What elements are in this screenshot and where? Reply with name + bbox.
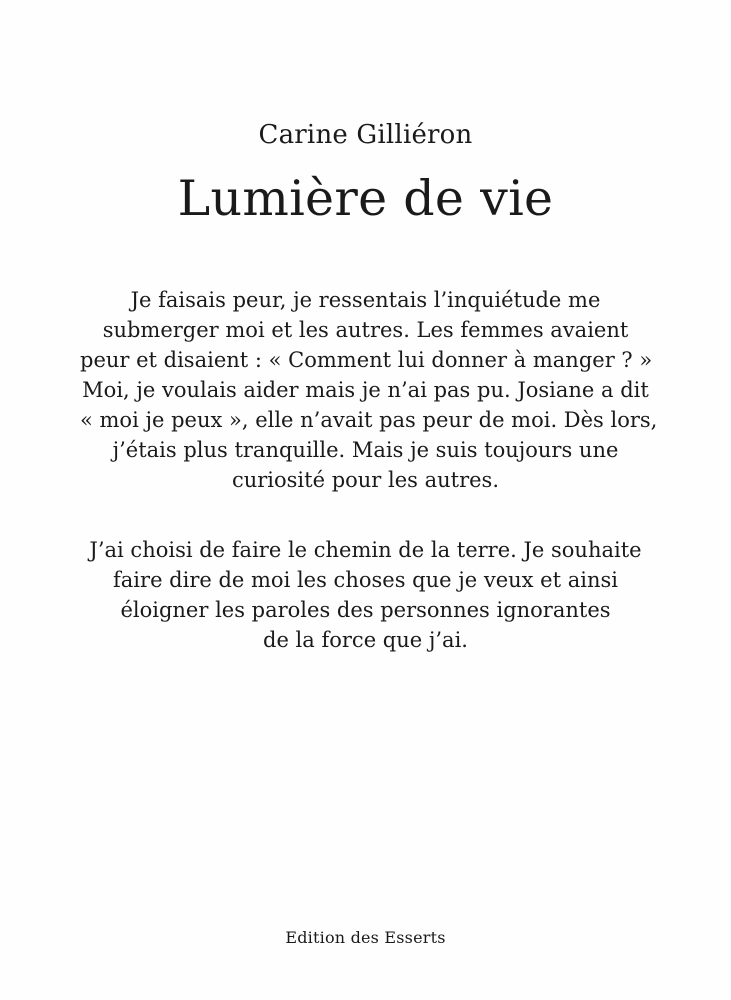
paragraph-line: faire dire de moi les choses que je veux et ainsi (113, 568, 618, 592)
paragraph-line: J’ai choisi de faire le chemin de la terre. Je souhaite (89, 538, 642, 562)
paragraph-line: Je faisais peur, je ressentais l’inquiétude me (130, 288, 601, 312)
paragraph-line: éloigner les paroles des personnes ignorantes (120, 598, 611, 622)
paragraph-1 (80, 285, 658, 495)
author-name: Carine Gilliéron (258, 120, 473, 150)
paragraph-line: j’étais plus tranquille. Mais je suis toujours une (112, 438, 619, 462)
publisher-name: Edition des Esserts (285, 928, 446, 947)
paragraph-line: peur et disaient : « Comment lui donner à manger ? » (80, 348, 653, 372)
paragraph-line: « moi je peux », elle n’avait pas peur de moi. Dès lors, (80, 408, 658, 432)
paragraph-line: de la force que j’ai. (263, 628, 468, 652)
paragraph-line: curiosité pour les autres. (231, 468, 500, 492)
paragraph-line: Moi, je voulais aider mais je n’ai pas pu. Josiane a dit (82, 378, 649, 402)
book-title: Lumière de vie (177, 170, 554, 227)
paragraph-line: submerger moi et les autres. Les femmes avaient (102, 318, 629, 342)
paragraph-2 (80, 535, 651, 655)
